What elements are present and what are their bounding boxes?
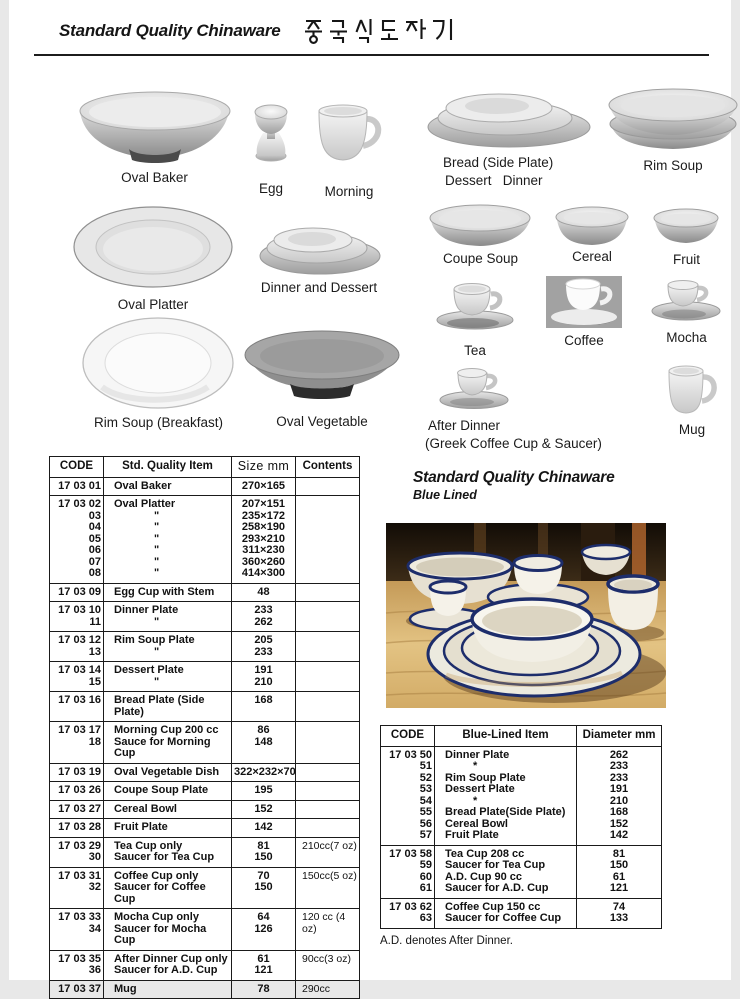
- size-cell: 64 126: [232, 909, 296, 951]
- table-row: [381, 898, 662, 928]
- contents-cell: 290cc: [296, 980, 360, 999]
- bread-dessert-dinner-figure: [423, 80, 593, 195]
- code-cell: 17 03 50 51 52 53 54 55 56 57: [381, 746, 435, 845]
- item-label: Cereal: [572, 249, 612, 264]
- rim-soup-stack-image: [603, 84, 740, 152]
- rim-soup-figure: [603, 84, 740, 174]
- contents-cell: [296, 692, 360, 722]
- item-cell: Morning Cup 200 cc Sauce for Morning Cup: [104, 722, 232, 764]
- code-cell: 17 03 27: [50, 800, 104, 819]
- item-label: Oval Baker: [121, 170, 188, 185]
- contents-cell: 120 cc (4 oz): [296, 909, 360, 951]
- item-cell: Bread Plate (Side Plate): [104, 692, 232, 722]
- table-row: [381, 845, 662, 898]
- tea-cup-image: [435, 280, 515, 330]
- item-cell: Coupe Soup Plate: [104, 782, 232, 801]
- diameter-cell: 81 150 61 121: [577, 845, 662, 898]
- item-label: Mug: [678, 422, 706, 437]
- table-row: [50, 692, 360, 722]
- coupe-soup-image: [428, 204, 533, 247]
- coffee-cup-image: [546, 276, 622, 328]
- item-cell: Coffee Cup only Saucer for Coffee Cup: [104, 867, 232, 909]
- table-row: [50, 602, 360, 632]
- page-title: Standard Quality Chinaware: [59, 21, 281, 40]
- column-header: Std. Quality Item: [104, 457, 232, 478]
- contents-cell: [296, 800, 360, 819]
- oval-baker-figure: [77, 91, 232, 186]
- contents-cell: [296, 496, 360, 584]
- code-cell: 17 03 17 18: [50, 722, 104, 764]
- size-cell: 70 150: [232, 867, 296, 909]
- size-cell: 168: [232, 692, 296, 722]
- mocha-cup-image: [650, 278, 723, 322]
- code-cell: 17 03 01: [50, 477, 104, 496]
- contents-cell: [296, 763, 360, 782]
- table-row: [50, 837, 360, 867]
- oval-vegetable-image: [242, 328, 402, 398]
- table-row: [50, 632, 360, 662]
- std-quality-table: [49, 456, 360, 999]
- oval-platter-figure: [72, 206, 234, 316]
- column-header: CODE: [381, 726, 435, 747]
- breakfast-plate-image: [82, 317, 235, 409]
- item-cell: Oval Baker: [104, 477, 232, 496]
- oval-vegetable-figure: [242, 328, 402, 428]
- blue-lined-table-wrap: [380, 725, 661, 929]
- table-row: [50, 950, 360, 980]
- egg-cup-image: [247, 101, 295, 161]
- coffee-cup-figure: [546, 276, 622, 348]
- column-header: Blue-Lined Item: [435, 726, 577, 747]
- diameter-cell: 74 133: [577, 898, 662, 928]
- table-row: [50, 782, 360, 801]
- code-cell: 17 03 35 36: [50, 950, 104, 980]
- fruit-bowl-figure: [652, 208, 721, 268]
- table-row: [50, 980, 360, 999]
- code-cell: 17 03 09: [50, 583, 104, 602]
- diameter-cell: 262 233 233 191 210 168 152 142: [577, 746, 662, 845]
- tea-cup-figure: [435, 280, 515, 358]
- table-row: [381, 746, 662, 845]
- std-quality-table-wrap: [49, 456, 359, 999]
- item-cell: Oval Platter " " " " " ": [104, 496, 232, 584]
- size-cell: 86 148: [232, 722, 296, 764]
- contents-cell: [296, 632, 360, 662]
- cereal-bowl-figure: [553, 206, 631, 264]
- size-cell: 233 262: [232, 602, 296, 632]
- column-header: Size mm: [232, 457, 296, 478]
- table-row: [50, 662, 360, 692]
- item-label: Tea: [464, 343, 486, 358]
- size-cell: 48: [232, 583, 296, 602]
- oval-platter-image: [72, 206, 234, 288]
- item-label-line2: (Greek Coffee Cup & Saucer): [425, 436, 602, 451]
- size-cell: 152: [232, 800, 296, 819]
- code-cell: 17 03 31 32: [50, 867, 104, 909]
- size-cell: 195: [232, 782, 296, 801]
- item-label: Mocha: [666, 330, 707, 345]
- blue-lined-subtitle: Blue Lined: [413, 488, 477, 502]
- table-row: [50, 583, 360, 602]
- code-cell: 17 03 37: [50, 980, 104, 999]
- item-label: Egg: [258, 181, 284, 196]
- item-label-line2: Dessert Dinner: [445, 173, 543, 188]
- item-label: Fruit: [673, 252, 700, 267]
- plate-stack-image: [256, 212, 382, 278]
- table-row: [50, 722, 360, 764]
- code-cell: 17 03 33 34: [50, 909, 104, 951]
- column-header: Contents: [296, 457, 360, 478]
- size-cell: 205 233: [232, 632, 296, 662]
- code-cell: 17 03 14 15: [50, 662, 104, 692]
- code-cell: 17 03 02 03 04 05 06 07 08: [50, 496, 104, 584]
- contents-cell: [296, 782, 360, 801]
- code-cell: 17 03 19: [50, 763, 104, 782]
- footnote: A.D. denotes After Dinner.: [380, 935, 513, 947]
- fruit-bowl-image: [652, 208, 721, 245]
- item-label: Morning: [324, 184, 374, 199]
- item-cell: Dessert Plate ": [104, 662, 232, 692]
- blue-lined-title: Standard Quality Chinaware: [413, 469, 615, 486]
- contents-cell: [296, 662, 360, 692]
- blue-lined-heading: [413, 469, 615, 502]
- size-cell: 78: [232, 980, 296, 999]
- blue-lined-table: [380, 725, 662, 929]
- size-cell: 207×151 235×172 258×190 293×210 311×230 360×260 414×300: [232, 496, 296, 584]
- header-row: [381, 726, 662, 747]
- egg-cup-figure: [241, 101, 301, 201]
- plate-stack-image: [423, 80, 591, 150]
- size-cell: 322×232×70: [232, 763, 296, 782]
- code-cell: 17 03 10 11: [50, 602, 104, 632]
- contents-cell: 90cc(3 oz): [296, 950, 360, 980]
- contents-cell: [296, 819, 360, 838]
- item-label: Rim Soup: [643, 158, 703, 173]
- item-label: Rim Soup (Breakfast): [93, 415, 224, 430]
- oval-baker-image: [77, 91, 232, 163]
- code-cell: 17 03 12 13: [50, 632, 104, 662]
- item-label: Coffee: [564, 333, 604, 348]
- code-cell: 17 03 62 63: [381, 898, 435, 928]
- size-cell: 270×165: [232, 477, 296, 496]
- size-cell: 142: [232, 819, 296, 838]
- item-label: Bread (Side Plate): [443, 155, 554, 170]
- contents-cell: [296, 477, 360, 496]
- contents-cell: 210cc(7 oz): [296, 837, 360, 867]
- item-label: Oval Platter: [117, 297, 189, 312]
- item-cell: Coffee Cup 150 cc Saucer for Coffee Cup: [435, 898, 577, 928]
- item-cell: Mug: [104, 980, 232, 999]
- rim-soup-breakfast-figure: [82, 317, 235, 429]
- morning-cup-image: [311, 103, 387, 164]
- column-header: CODE: [50, 457, 104, 478]
- contents-cell: [296, 722, 360, 764]
- item-cell: Egg Cup with Stem: [104, 583, 232, 602]
- mug-image: [663, 363, 721, 415]
- table-row: [50, 867, 360, 909]
- after-dinner-cup-image: [437, 364, 512, 410]
- cereal-bowl-image: [553, 206, 631, 247]
- blue-lined-photo: [386, 523, 666, 708]
- contents-cell: [296, 602, 360, 632]
- table-row: [50, 819, 360, 838]
- morning-cup-figure: [311, 103, 387, 198]
- header-divider: [34, 54, 709, 56]
- item-label: After Dinner: [428, 418, 501, 433]
- table-row: [50, 909, 360, 951]
- item-cell: Tea Cup only Saucer for Tea Cup: [104, 837, 232, 867]
- item-cell: Tea Cup 208 cc Saucer for Tea Cup A.D. Cup 90 cc Saucer for A.D. Cup: [435, 845, 577, 898]
- item-cell: Dinner Plate ": [104, 602, 232, 632]
- code-cell: 17 03 16: [50, 692, 104, 722]
- item-cell: Cereal Bowl: [104, 800, 232, 819]
- contents-cell: [296, 583, 360, 602]
- item-cell: Dinner Plate * Rim Soup Plate Dessert Plate * Bread Plate(Side Plate) Cereal Bowl Fruit Plate: [435, 746, 577, 845]
- item-label: Oval Vegetable: [276, 414, 368, 429]
- item-cell: Oval Vegetable Dish: [104, 763, 232, 782]
- code-cell: 17 03 28: [50, 819, 104, 838]
- item-label: Dinner and Dessert: [260, 280, 378, 295]
- catalog-page: [9, 0, 731, 995]
- code-cell: 17 03 26: [50, 782, 104, 801]
- size-cell: 81 150: [232, 837, 296, 867]
- item-cell: After Dinner Cup only Saucer for A.D. Cup: [104, 950, 232, 980]
- table-row: [50, 800, 360, 819]
- table-row: [50, 763, 360, 782]
- table-row: [50, 477, 360, 496]
- item-cell: Mocha Cup only Saucer for Mocha Cup: [104, 909, 232, 951]
- column-header: Diameter mm: [577, 726, 662, 747]
- dinner-dessert-figure: [256, 212, 382, 297]
- header-row: [50, 457, 360, 478]
- after-dinner-figure: [423, 364, 633, 454]
- size-cell: 61 121: [232, 950, 296, 980]
- table-row: [50, 496, 360, 584]
- coupe-soup-figure: [428, 204, 533, 266]
- item-cell: Fruit Plate: [104, 819, 232, 838]
- item-label: Coupe Soup: [442, 251, 519, 266]
- mug-figure: [663, 363, 721, 441]
- size-cell: 191 210: [232, 662, 296, 692]
- mocha-cup-figure: [650, 278, 723, 344]
- code-cell: 17 03 29 30: [50, 837, 104, 867]
- code-cell: 17 03 58 59 60 61: [381, 845, 435, 898]
- contents-cell: 150cc(5 oz): [296, 867, 360, 909]
- item-cell: Rim Soup Plate ": [104, 632, 232, 662]
- page-title-korean-svg: [305, 18, 457, 44]
